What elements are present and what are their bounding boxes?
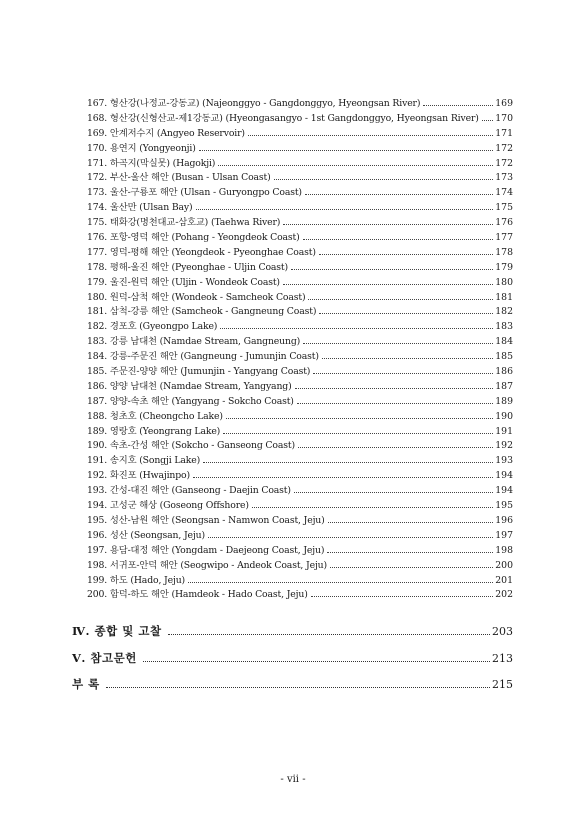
toc-entry xyxy=(87,276,513,291)
section-entry-label: Ⅳ. 종합 및 고찰 xyxy=(72,624,162,638)
toc-entry xyxy=(87,142,513,157)
dot-leader xyxy=(328,522,494,523)
toc-entry-label: 174. 울산만 (Ulsan Bay) xyxy=(87,202,193,214)
dot-leader xyxy=(274,179,494,180)
toc-entry xyxy=(87,216,513,231)
toc-entry-label: 179. 울진-원덕 해안 (Uljin - Wondeok Coast) xyxy=(87,276,280,288)
dot-leader xyxy=(327,552,493,553)
toc-entry xyxy=(87,335,513,350)
toc-entry-label: 191. 송지호 (Songji Lake) xyxy=(87,455,201,467)
toc-entry xyxy=(87,97,513,112)
toc-entry-label: 195. 성산-남원 해안 (Seongsan - Namwon Coast, Jeju) xyxy=(87,514,325,526)
toc-entry xyxy=(87,201,513,216)
toc-entry-label: 189. 영랑호 (Yeongrang Lake) xyxy=(87,425,221,437)
toc-entry xyxy=(87,171,513,186)
dot-leader xyxy=(313,373,493,374)
section-entry-page: 213 xyxy=(492,651,513,665)
toc-entry-page: 189 xyxy=(495,395,513,407)
dot-leader xyxy=(305,194,493,195)
dot-leader xyxy=(220,328,493,329)
toc-entry-page: 181 xyxy=(495,291,513,303)
section-entry-page: 203 xyxy=(492,625,513,638)
toc-entry-page: 179 xyxy=(495,261,513,273)
section-entry xyxy=(72,671,513,698)
dot-leader xyxy=(248,135,493,136)
toc-entry xyxy=(87,350,513,365)
dot-leader xyxy=(203,462,493,463)
toc-entry-page: 174 xyxy=(495,187,513,199)
section-list xyxy=(72,618,513,698)
toc-entry-label: 192. 화진포 (Hwajinpo) xyxy=(87,470,190,482)
toc-entry-label: 181. 삼척-강릉 해안 (Samcheok - Gangneung Coast) xyxy=(87,306,317,318)
toc-entry xyxy=(87,439,513,454)
toc-entry-page: 200 xyxy=(495,559,513,571)
toc-entry xyxy=(87,469,513,484)
toc-entry-label: 196. 성산 (Seongsan, Jeju) xyxy=(87,529,205,541)
toc-entry-page: 191 xyxy=(495,425,513,437)
toc-entry-page: 186 xyxy=(495,366,513,378)
toc-entry-page: 176 xyxy=(495,217,513,229)
toc-entry xyxy=(87,544,513,559)
toc-entry xyxy=(87,395,513,410)
toc-entry-page: 184 xyxy=(495,336,513,348)
toc-entry xyxy=(87,484,513,499)
toc-entry xyxy=(87,157,513,172)
toc-entry-label: 176. 포항-영덕 해안 (Pohang - Yeongdeok Coast) xyxy=(87,232,300,244)
toc-entry xyxy=(87,499,513,514)
toc-entry-page: 172 xyxy=(495,142,513,154)
toc-entry-label: 175. 태화강(명천대교-삼호교) (Taehwa River) xyxy=(87,217,281,229)
page-number: - vii - xyxy=(280,774,306,785)
toc-entry-page: 190 xyxy=(495,410,513,422)
toc-entry xyxy=(87,514,513,529)
toc-entry xyxy=(87,112,513,127)
dot-leader xyxy=(308,299,493,300)
toc-entry-page: 197 xyxy=(495,529,513,541)
dot-leader xyxy=(291,269,493,270)
toc-entry-page: 202 xyxy=(495,589,513,601)
section-entry xyxy=(72,618,513,645)
section-entry-page: 215 xyxy=(492,678,513,691)
dot-leader xyxy=(311,596,494,597)
toc-entry-label: 170. 용연지 (Yongyeonji) xyxy=(87,142,196,154)
toc-entry-page: 201 xyxy=(495,574,513,586)
dot-leader xyxy=(322,358,493,359)
toc-entry xyxy=(87,380,513,395)
toc-entry xyxy=(87,186,513,201)
toc-entry-label: 182. 경포호 (Gyeongpo Lake) xyxy=(87,321,218,333)
toc-entry-page: 180 xyxy=(495,276,513,288)
toc-entry-label: 197. 용담-대정 해안 (Yongdam - Daejeong Coast, Jeju) xyxy=(87,544,325,556)
dot-leader xyxy=(218,165,493,166)
toc-entry-page: 183 xyxy=(495,321,513,333)
toc-entry-page: 193 xyxy=(495,455,513,467)
toc-entry-label: 185. 주문진-양양 해안 (Jumunjin - Yangyang Coast) xyxy=(87,366,311,378)
toc-entry-label: 198. 서귀포-안덕 해안 (Seogwipo - Andeok Coast, Jeju) xyxy=(87,559,327,571)
toc-entry-label: 168. 형산강(신형산교-제1강동교) (Hyeongasangyo - 1st Gangdonggyo, Hyeongsan River) xyxy=(87,112,479,124)
toc-entry-page: 172 xyxy=(495,157,513,169)
dot-leader xyxy=(319,313,493,314)
toc-entry xyxy=(87,320,513,335)
toc-entry-label: 193. 간성-대진 해안 (Ganseong - Daejin Coast) xyxy=(87,485,291,497)
dot-leader xyxy=(252,507,493,508)
dot-leader xyxy=(295,388,494,389)
toc-entry-page: 171 xyxy=(495,127,513,139)
toc-entry xyxy=(87,127,513,142)
toc-entry xyxy=(87,454,513,469)
toc-entry-list xyxy=(87,97,513,603)
toc-entry xyxy=(87,529,513,544)
dot-leader xyxy=(423,105,493,106)
toc-entry-label: 199. 하도 (Hado, Jeju) xyxy=(87,574,186,586)
toc-entry-label: 169. 안계저수지 (Angyeo Reservoir) xyxy=(87,127,245,139)
toc-entry xyxy=(87,559,513,574)
toc-entry-page: 187 xyxy=(495,380,513,392)
toc-entry-label: 200. 함덕-하도 해안 (Hamdeok - Hado Coast, Jeju) xyxy=(87,589,308,601)
toc-entry-label: 183. 강릉 남대천 (Namdae Stream, Gangneung) xyxy=(87,336,301,348)
dot-leader xyxy=(303,239,494,240)
dot-leader xyxy=(226,418,493,419)
toc-entry-label: 172. 부산-울산 해안 (Busan - Ulsan Coast) xyxy=(87,172,271,184)
toc-entry xyxy=(87,291,513,306)
dot-leader xyxy=(319,254,493,255)
toc-entry xyxy=(87,574,513,589)
toc-entry-label: 184. 강릉-주문진 해안 (Gangneung - Jumunjin Coast) xyxy=(87,351,319,363)
dot-leader xyxy=(188,582,493,583)
toc-entry-label: 180. 원덕-삼척 해안 (Wondeok - Samcheok Coast) xyxy=(87,291,306,303)
toc-entry-label: 186. 양양 남대천 (Namdae Stream, Yangyang) xyxy=(87,380,292,392)
toc-entry xyxy=(87,365,513,380)
section-entry xyxy=(72,645,513,672)
toc-entry xyxy=(87,425,513,440)
toc-entry-page: 173 xyxy=(495,172,513,184)
toc-entry-label: 178. 평해-울진 해안 (Pyeonghae - Uljin Coast) xyxy=(87,261,288,273)
toc-entry-page: 194 xyxy=(495,485,513,497)
toc-entry-page: 185 xyxy=(495,351,513,363)
toc-entry-label: 194. 고성군 해상 (Goseong Offshore) xyxy=(87,500,249,512)
toc-entry-label: 187. 양양-속초 해안 (Yangyang - Sokcho Coast) xyxy=(87,395,294,407)
dot-leader xyxy=(208,537,493,538)
toc-entry-page: 194 xyxy=(495,470,513,482)
toc-entry-label: 173. 울산-구룡포 해안 (Ulsan - Guryongpo Coast) xyxy=(87,187,302,199)
toc-entry-label: 188. 청초호 (Cheongcho Lake) xyxy=(87,410,223,422)
toc-entry-page: 198 xyxy=(495,544,513,556)
section-entry-label: 부 록 xyxy=(72,677,100,691)
dot-leader xyxy=(223,433,493,434)
toc-entry-page: 196 xyxy=(495,514,513,526)
section-entry-label: Ⅴ. 참고문헌 xyxy=(72,650,137,665)
dot-leader xyxy=(283,224,493,225)
dot-leader xyxy=(193,477,493,478)
toc-entry-label: 190. 속초-간성 해안 (Sokcho - Ganseong Coast) xyxy=(87,440,295,452)
toc-entry xyxy=(87,246,513,261)
dot-leader xyxy=(297,403,493,404)
dot-leader xyxy=(196,209,494,210)
toc-entry xyxy=(87,231,513,246)
toc-entry-page: 195 xyxy=(495,500,513,512)
dot-leader xyxy=(303,343,493,344)
toc-entry-page: 170 xyxy=(495,112,513,124)
toc-entry xyxy=(87,410,513,425)
toc-entry-page: 169 xyxy=(495,98,513,109)
toc-entry-label: 171. 하곡지(막실못) (Hagokji) xyxy=(87,157,216,169)
dot-leader xyxy=(283,284,493,285)
dot-leader xyxy=(168,634,490,635)
toc-entry-page: 177 xyxy=(495,232,513,244)
toc-entry xyxy=(87,305,513,320)
dot-leader xyxy=(482,120,494,121)
toc-entry xyxy=(87,588,513,603)
toc-entry-label: 167. 형산강(나정교-강동교) (Najeonggyo - Gangdonggyo, Hyeongsan River) xyxy=(87,98,421,109)
toc-entry-page: 175 xyxy=(495,202,513,214)
dot-leader xyxy=(330,567,493,568)
toc-entry-label: 177. 영덕-평해 해안 (Yeongdeok - Pyeonghae Coast) xyxy=(87,246,316,258)
dot-leader xyxy=(143,661,490,662)
toc-entry-page: 178 xyxy=(495,246,513,258)
toc-entry-page: 192 xyxy=(495,440,513,452)
toc-entry xyxy=(87,261,513,276)
dot-leader xyxy=(298,447,493,448)
dot-leader xyxy=(106,687,490,688)
toc-entry-page: 182 xyxy=(495,306,513,318)
dot-leader xyxy=(294,492,493,493)
dot-leader xyxy=(199,150,494,151)
